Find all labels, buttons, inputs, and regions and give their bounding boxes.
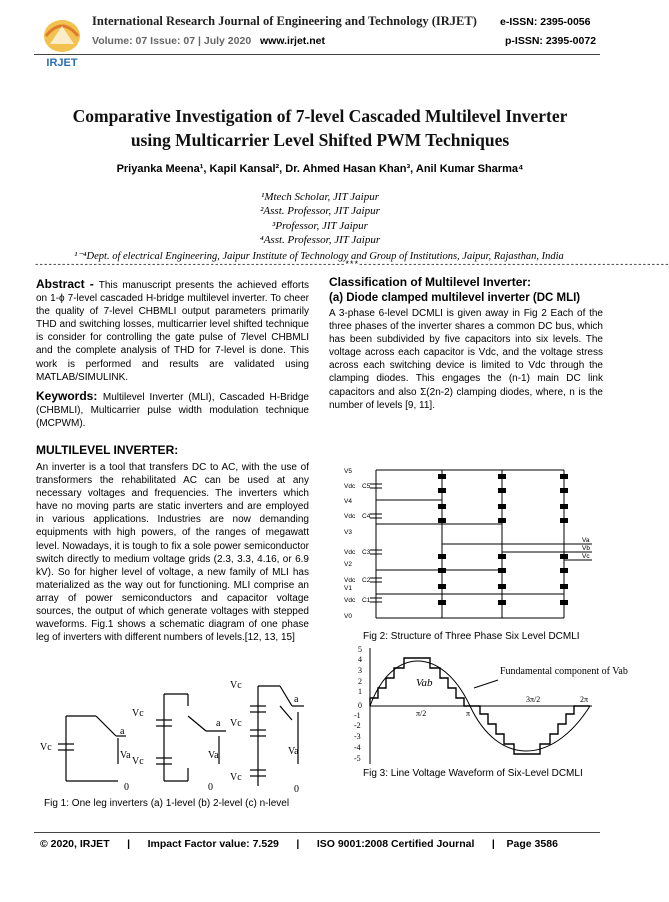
abstract-block (36, 278, 309, 384)
svg-text:IRJET: IRJET (46, 57, 78, 69)
keywords-text: Multilevel Inverter (MLI), Cascaded H-Bridge (CHBMLI), Multicarrier pulse width modulation technique (MCPWM). (36, 392, 309, 430)
title-line-1: Comparative Investigation of 7-level Cascaded Multilevel Inverter (72, 106, 568, 126)
svg-text:Va: Va (208, 750, 219, 761)
svg-text:Vc: Vc (582, 553, 590, 560)
svg-text:a: a (216, 718, 221, 729)
irjet-logo (36, 14, 88, 70)
svg-text:0: 0 (124, 782, 129, 793)
subsection-heading: (a) Diode clamped multilevel inverter (DC MLI) (329, 292, 581, 304)
svg-text:Vc: Vc (230, 680, 242, 691)
abstract-text: This manuscript presents the achieved efforts on 1-ϕ 7-level cascaded H-bridge multilevel inverter. To cheer the quality of 7-level CHBMLI output parameters primarily THD and switching losses, multicarrier level shifted technique is consider for controlling the gate pulse of 7level CHBMLI and the complete analysis of THD for 7-level is done. This work is performed and results are validated using MATLAB/SIMULINK. (36, 280, 309, 383)
svg-text:0: 0 (294, 784, 299, 795)
keywords-block (36, 390, 309, 430)
svg-text:C4: C4 (362, 513, 371, 520)
svg-text:Va: Va (582, 537, 590, 544)
svg-text:C3: C3 (362, 549, 371, 556)
svg-text:V2: V2 (344, 561, 352, 568)
svg-text:Vc: Vc (132, 708, 144, 719)
keywords (36, 390, 309, 430)
paper-title (40, 104, 600, 152)
svg-text:-4: -4 (354, 743, 361, 752)
svg-text:V0: V0 (344, 613, 352, 620)
svg-text:Vc: Vc (132, 756, 144, 767)
svg-text:a: a (120, 726, 125, 737)
pissn: p-ISSN: 2395-0072 (505, 35, 597, 47)
journal-title: International Research Journal of Engineering and Technology (IRJET) (92, 14, 477, 28)
svg-text:C5: C5 (362, 483, 371, 490)
svg-text:-1: -1 (354, 711, 361, 720)
svg-text:Vdc: Vdc (344, 577, 356, 584)
svg-text:V5: V5 (344, 468, 352, 475)
svg-text:Vab: Vab (416, 677, 433, 689)
abstract (36, 278, 309, 384)
svg-text:V4: V4 (344, 498, 352, 505)
svg-text:V1: V1 (344, 585, 352, 592)
svg-text:2: 2 (358, 677, 362, 686)
svg-text:Vdc: Vdc (344, 513, 356, 520)
svg-text:1: 1 (358, 687, 362, 696)
svg-text:Vdc: Vdc (344, 483, 356, 490)
header-rule (34, 54, 600, 55)
svg-text:-3: -3 (354, 732, 361, 741)
keywords-label: Keywords: (36, 389, 103, 403)
svg-text:Fundamental component of Vab: Fundamental component of Vab (500, 666, 628, 677)
journal-url[interactable]: www.irjet.net (260, 35, 325, 47)
section-text: A 3-phase 6-level DCMLI is given away in Fig 2 Each of the three phases of the inverter shares a common DC bus, which has been subdivided by five capacitors into six levels. The voltage across each capacitor is Vdc, and the voltage stress across each switching device is limited to Vdc through the clamping diodes. This engages the (n-1) main DC link capacitors and also Σ(2n-2) clamping diodes, where, n is the number of levels [9, 11]. (329, 308, 603, 411)
footer-copyright: © 2020, IRJET (40, 838, 110, 850)
svg-text:Vc: Vc (40, 742, 52, 753)
eissn: e-ISSN: 2395-0056 (500, 16, 591, 28)
section-heading: Classification of Multilevel Inverter: (329, 275, 532, 289)
svg-text:-2: -2 (354, 721, 361, 730)
figure-2-dcmli-schematic (342, 466, 598, 624)
svg-text:4: 4 (358, 655, 362, 664)
journal-header (0, 0, 638, 76)
svg-text:2π: 2π (580, 695, 589, 704)
svg-text:3π/2: 3π/2 (526, 695, 541, 704)
affiliation: ³Professor, JIT Jaipur (272, 219, 368, 232)
separator: ---------------------------------------------------------------------***--------------------------------------------------------------------- (34, 260, 669, 270)
abstract-label: Abstract - (36, 277, 99, 291)
svg-text:5: 5 (358, 645, 362, 654)
authors: Priyanka Meena¹, Kapil Kansal², Dr. Ahmed Hasan Khan³, Anil Kumar Sharma⁴ (116, 163, 524, 175)
affiliations (40, 190, 600, 248)
section-classification (329, 275, 603, 412)
figure-1-one-leg-inverters (36, 676, 306, 796)
svg-text:C1: C1 (362, 597, 371, 604)
svg-text:Vc: Vc (230, 718, 242, 729)
svg-text:π/2: π/2 (416, 709, 427, 718)
page-footer: © 2020, IRJET | Impact Factor value: 7.529 | ISO 9001:2008 Certified Journal | Page 3586 (40, 838, 558, 850)
svg-text:Va: Va (120, 750, 131, 761)
volume-issue: Volume: 07 Issue: 07 | July 2020 (92, 35, 252, 47)
svg-text:Vdc: Vdc (344, 549, 356, 556)
footer-impact: Impact Factor value: 7.529 (147, 838, 279, 850)
svg-text:Vdc: Vdc (344, 597, 356, 604)
svg-text:0: 0 (358, 701, 362, 710)
section-text: An inverter is a tool that transfers DC to AC, with the use of transformers the rehabilitated AC can be used at any necessary voltages and frequencies. The inverters which have no moving parts are static inverters and are employed in various applications. Industries are now demanding equipments with high powers, of the ranges of megawatt level. Nowadays, it is tough to fix a sole power semiconductor switch directly to medium voltage grids (2.3, 3.3, 4.16, or 6.9 kV). So for higher level of voltage, a new family of MLI has materialized as the way out for functioning. MLI comprise an array of power semiconductors and capacitor voltage sources, the output of which generate voltages with stepped waveforms. Fig.1 shows a schematic diagram of one phase leg of inverters with different numbers of levels.[12, 13, 15] (36, 462, 309, 644)
svg-text:Vb: Vb (582, 545, 590, 552)
svg-text:0: 0 (208, 782, 213, 793)
section-multilevel-inverter (36, 443, 309, 644)
svg-text:Va: Va (288, 746, 299, 757)
affiliation: ⁴Asst. Professor, JIT Jaipur (259, 234, 381, 247)
title-line-2: using Multicarrier Level Shifted PWM Techniques (130, 130, 510, 150)
section-heading: MULTILEVEL INVERTER: (36, 443, 179, 457)
svg-text:a: a (294, 694, 299, 705)
svg-text:3: 3 (358, 666, 362, 675)
svg-text:-5: -5 (354, 754, 361, 763)
affiliation: ¹Mtech Scholar, JIT Jaipur (261, 191, 379, 203)
figure-3-caption: Fig 3: Line Voltage Waveform of Six-Level DCMLI (363, 768, 583, 779)
affiliation: ²Asst. Professor, JIT Jaipur (260, 205, 380, 218)
svg-text:π: π (466, 709, 471, 718)
svg-text:V3: V3 (344, 529, 352, 536)
figure-3-line-voltage-waveform (342, 645, 628, 766)
footer-iso: ISO 9001:2008 Certified Journal (316, 838, 475, 850)
svg-text:Vc: Vc (230, 772, 242, 783)
affiliation-dept: ¹⁻⁴Dept. of electrical Engineering, Jaipur Institute of Technology and Group of Institutions, Jaipur, Rajasthan, India (74, 251, 564, 262)
footer-page: Page 3586 (506, 838, 558, 850)
figure-1-caption: Fig 1: One leg inverters (a) 1-level (b) 2-level (c) n-level (44, 798, 290, 809)
svg-text:C2: C2 (362, 577, 371, 584)
footer-rule (34, 832, 600, 833)
figure-2-caption: Fig 2: Structure of Three Phase Six Level DCMLI (363, 631, 580, 642)
